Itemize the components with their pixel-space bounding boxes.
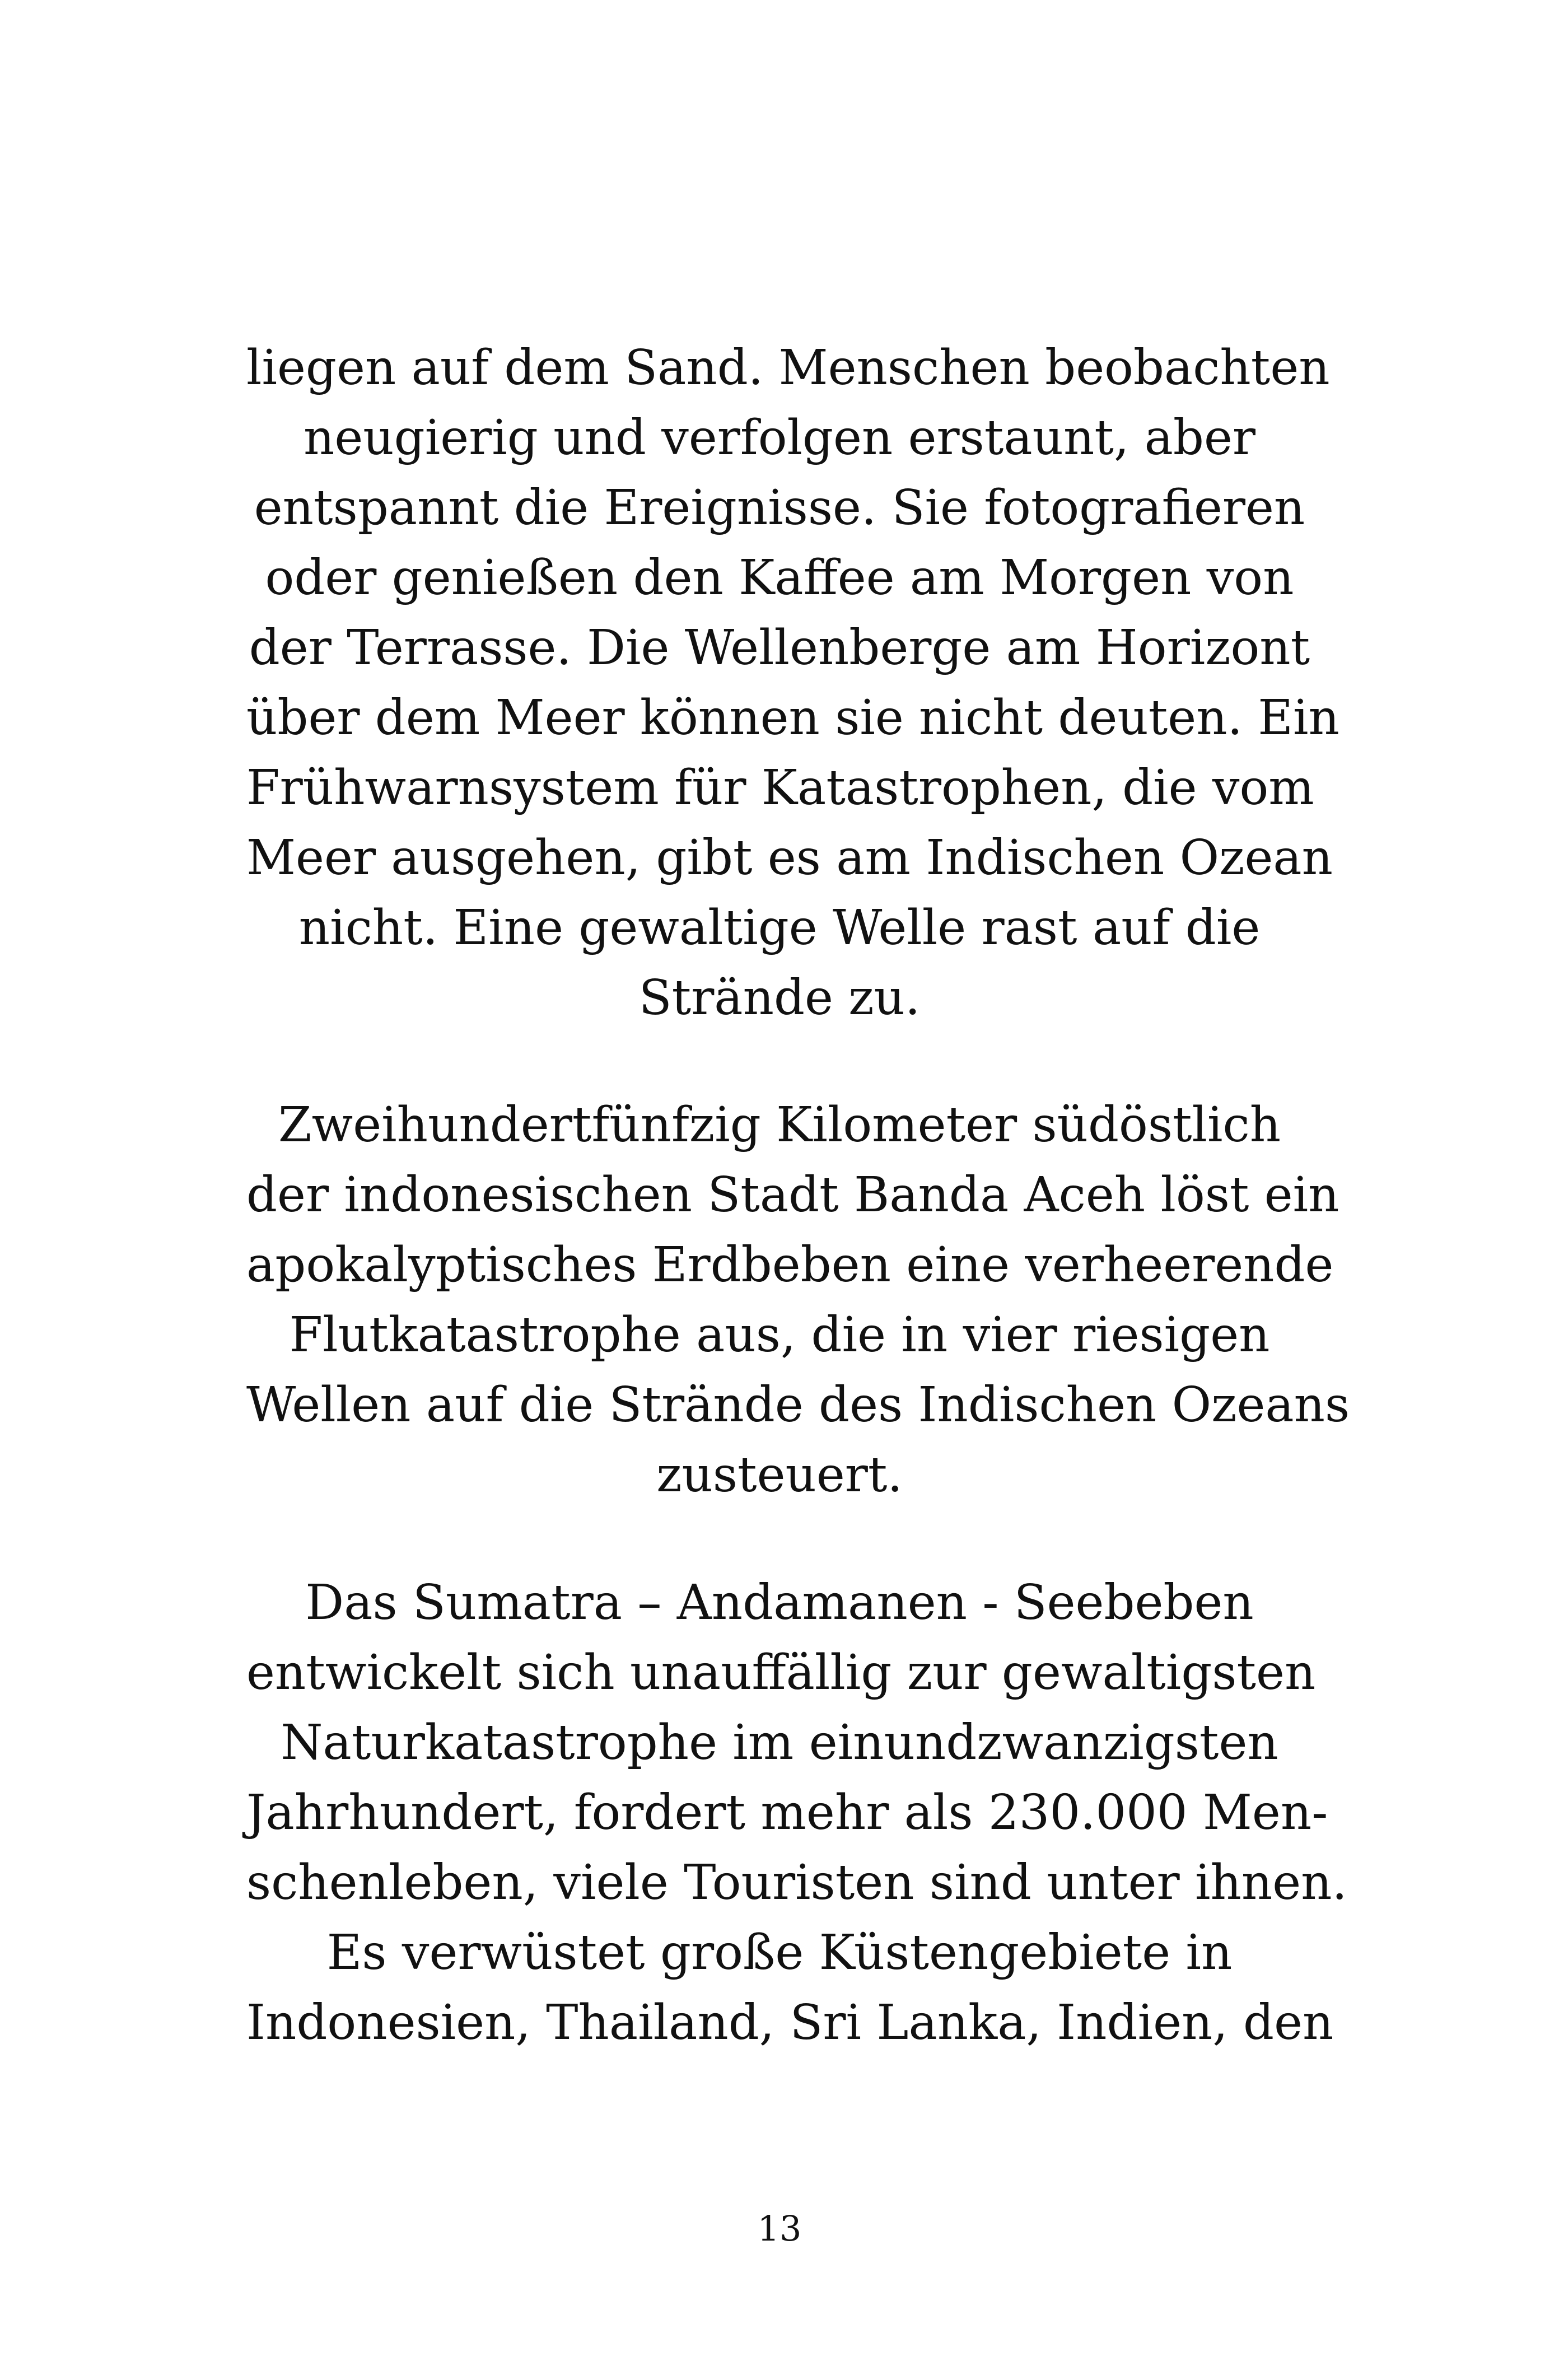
text-line: über dem Meer können sie nicht deuten. Ein [246,690,1339,746]
text-line: apokalyptisches Erdbeben eine verheerende [246,1237,1334,1293]
text-line: Strände zu. [638,970,921,1026]
text-line: Frühwarnsystem für Katastrophen, die vom [246,760,1314,816]
text-line: entspannt die Ereignisse. Sie fotografieren [254,480,1305,536]
text-line: Wellen auf die Strände des Indischen Ozeans [246,1377,1350,1433]
text-line: Meer ausgehen, gibt es am Indischen Ozean [246,830,1333,886]
page-number: 13 [757,2208,802,2249]
text-line: Naturkatastrophe im einundzwanzigsten [281,1715,1278,1771]
text-line: entwickelt sich unauffällig zur gewaltigsten [246,1645,1316,1701]
text-line: der Terrasse. Die Wellenberge am Horizont [249,620,1310,676]
text-line: der indonesischen Stadt Banda Aceh löst ein [246,1167,1339,1223]
text-line: neugierig und verfolgen erstaunt, aber [304,410,1255,466]
text-line: nicht. Eine gewaltige Welle rast auf die [298,900,1261,956]
text-line: Es verwüstet große Küstengebiete in [326,1925,1233,1981]
text-line: Indonesien, Thailand, Sri Lanka, Indien, den [246,1995,1334,2051]
text-line: zusteuert. [656,1447,903,1503]
paragraph-seaquake [246,1568,1347,2058]
paragraph-tsunami-beach [246,333,1339,1033]
text-line: Das Sumatra – Andamanen - Seebeben [305,1575,1254,1631]
paragraph-earthquake [246,1090,1350,1510]
text-line: schenleben, viele Touristen sind unter ihnen. [246,1855,1347,1911]
text-line: liegen auf dem Sand. Menschen beobachten [246,340,1330,396]
text-line: oder genießen den Kaffee am Morgen von [265,550,1294,606]
text-line: Jahrhundert, fordert mehr als 230.000 Men- [246,1785,1328,1841]
text-line: Flutkatastrophe aus, die in vier riesigen [289,1307,1270,1363]
text-line: Zweihundertfünfzig Kilometer südöstlich [278,1097,1281,1153]
